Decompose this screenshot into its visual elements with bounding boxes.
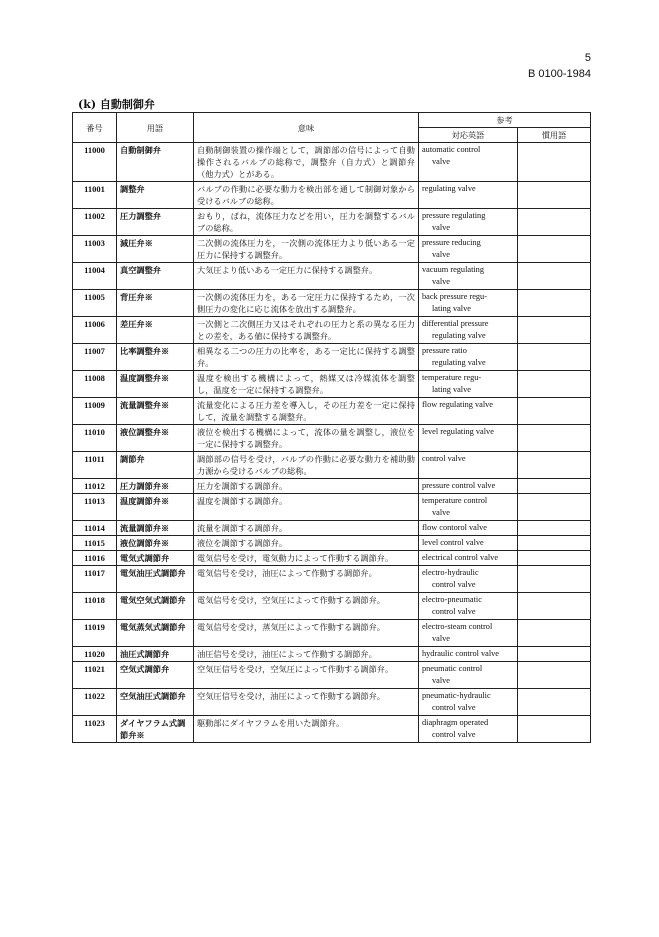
english-line-2: valve xyxy=(432,508,450,517)
term-name: 差圧弁※ xyxy=(117,317,194,344)
term-name: 調整弁 xyxy=(117,182,194,209)
term-meaning: 相異なる二つの圧力の比率を，ある一定比に保持する調整弁。 xyxy=(194,344,419,371)
term-number: 11018 xyxy=(73,593,117,620)
term-english xyxy=(419,143,518,182)
term-common xyxy=(518,551,591,566)
english-line-1: pressure ratio xyxy=(422,346,467,355)
english-line-2: valve xyxy=(432,250,450,259)
term-name: 温度調整弁※ xyxy=(117,371,194,398)
term-number: 11002 xyxy=(73,209,117,236)
term-english xyxy=(419,452,518,479)
term-english xyxy=(419,494,518,521)
term-meaning: 大気圧より低いある一定圧力に保持する調整弁。 xyxy=(194,263,419,290)
term-name: 真空調整弁 xyxy=(117,263,194,290)
term-name: 液位調節弁※ xyxy=(117,536,194,551)
term-name: 電気蒸気式調節弁 xyxy=(117,620,194,647)
term-name: 電気油圧式調節弁 xyxy=(117,566,194,593)
english-line-1: diaphragm operated xyxy=(422,718,489,727)
term-number: 11001 xyxy=(73,182,117,209)
english-line-1: differential pressure xyxy=(422,319,489,328)
term-english xyxy=(419,647,518,662)
table-row xyxy=(73,236,591,263)
english-line-1: temperature control xyxy=(422,496,488,505)
english-line-2: control valve xyxy=(432,607,476,616)
term-name: 液位調整弁※ xyxy=(117,425,194,452)
term-common xyxy=(518,263,591,290)
english-line-2: valve xyxy=(432,676,450,685)
term-english xyxy=(419,398,518,425)
term-number: 11011 xyxy=(73,452,117,479)
term-name: 圧力調節弁※ xyxy=(117,479,194,494)
table-row xyxy=(73,551,591,566)
term-common xyxy=(518,344,591,371)
term-meaning: 電気信号を受け，油圧によって作動する調節弁。 xyxy=(194,566,419,593)
table-row xyxy=(73,263,591,290)
english-line-1: temperature regu- xyxy=(422,373,482,382)
table-row xyxy=(73,662,591,689)
table-row xyxy=(73,398,591,425)
term-common xyxy=(518,290,591,317)
table-row xyxy=(73,689,591,716)
table-body xyxy=(73,143,591,743)
header-common: 慣用語 xyxy=(518,128,591,143)
standard-code: B 0100-1984 xyxy=(528,68,591,80)
term-number: 11012 xyxy=(73,479,117,494)
table-row xyxy=(73,566,591,593)
term-meaning: 温度を検出する機構によって，熱媒又は冷媒流体を調整し，温度を一定に保持する調整弁。 xyxy=(194,371,419,398)
term-meaning: 電気信号を受け，蒸気圧によって作動する調節弁。 xyxy=(194,620,419,647)
term-english xyxy=(419,425,518,452)
term-english xyxy=(419,620,518,647)
english-line-2: regulating valve xyxy=(432,358,486,367)
term-name: 調節弁 xyxy=(117,452,194,479)
table-row xyxy=(73,344,591,371)
english-line-1: electro-hydraulic xyxy=(422,568,479,577)
term-number: 11005 xyxy=(73,290,117,317)
term-common xyxy=(518,494,591,521)
term-meaning: 液位を検出する機構によって，流体の量を調整し，液位を一定に保持する調整弁。 xyxy=(194,425,419,452)
term-english xyxy=(419,551,518,566)
term-name: 圧力調整弁 xyxy=(117,209,194,236)
table-row xyxy=(73,593,591,620)
english-line-1: flow contorol valve xyxy=(422,523,487,532)
english-line-2: valve xyxy=(432,157,450,166)
table-row xyxy=(73,290,591,317)
table-row xyxy=(73,143,591,182)
term-common xyxy=(518,662,591,689)
english-line-1: electro-pneumatic xyxy=(422,595,482,604)
table-row xyxy=(73,536,591,551)
term-number: 11021 xyxy=(73,662,117,689)
english-line-1: electrical control valve xyxy=(422,553,499,562)
header-meaning: 意味 xyxy=(194,113,419,143)
term-number: 11023 xyxy=(73,716,117,743)
english-line-1: automatic control xyxy=(422,145,481,154)
english-line-1: control valve xyxy=(422,454,466,463)
term-english xyxy=(419,479,518,494)
table-row xyxy=(73,716,591,743)
term-number: 11004 xyxy=(73,263,117,290)
english-line-2: control valve xyxy=(432,703,476,712)
table-row xyxy=(73,647,591,662)
term-common xyxy=(518,521,591,536)
term-number: 11006 xyxy=(73,317,117,344)
english-line-2: valve xyxy=(432,277,450,286)
english-line-1: hydraulic control valve xyxy=(422,649,499,658)
table-row xyxy=(73,620,591,647)
english-line-1: pressure regulating xyxy=(422,211,486,220)
english-line-1: vacuum regulating xyxy=(422,265,484,274)
term-name: 比率調整弁※ xyxy=(117,344,194,371)
term-english xyxy=(419,317,518,344)
table-row xyxy=(73,521,591,536)
term-number: 11009 xyxy=(73,398,117,425)
term-english xyxy=(419,536,518,551)
term-number: 11007 xyxy=(73,344,117,371)
term-meaning: 調節部の信号を受け，バルブの作動に必要な動力を補助動力源から受けるバルブの総称。 xyxy=(194,452,419,479)
english-line-1: level control valve xyxy=(422,538,484,547)
term-name: 電気空気式調節弁 xyxy=(117,593,194,620)
english-line-1: pressure reducing xyxy=(422,238,481,247)
term-common xyxy=(518,566,591,593)
term-meaning: 流量変化による圧力差を導入し，その圧力差を一定に保持して，流量を調整する調整弁。 xyxy=(194,398,419,425)
term-english xyxy=(419,593,518,620)
english-line-2: control valve xyxy=(432,580,476,589)
term-english xyxy=(419,371,518,398)
term-common xyxy=(518,317,591,344)
term-number: 11016 xyxy=(73,551,117,566)
header-number: 番号 xyxy=(73,113,117,143)
english-line-2: valve xyxy=(432,634,450,643)
english-line-1: flow regulating valve xyxy=(422,400,493,409)
term-name: 油圧式調節弁 xyxy=(117,647,194,662)
term-english xyxy=(419,209,518,236)
term-number: 11000 xyxy=(73,143,117,182)
table-row xyxy=(73,317,591,344)
term-common xyxy=(518,425,591,452)
term-english xyxy=(419,236,518,263)
term-number: 11010 xyxy=(73,425,117,452)
table-row xyxy=(73,371,591,398)
term-common xyxy=(518,452,591,479)
term-common xyxy=(518,647,591,662)
term-english xyxy=(419,689,518,716)
term-english xyxy=(419,662,518,689)
term-name: 減圧弁※ xyxy=(117,236,194,263)
english-line-2: regulating valve xyxy=(432,331,486,340)
term-english xyxy=(419,716,518,743)
table-row xyxy=(73,425,591,452)
english-line-1: regulating valve xyxy=(422,184,476,193)
header-reference: 参考 xyxy=(419,113,591,128)
term-number: 11019 xyxy=(73,620,117,647)
term-name: 流量調整弁※ xyxy=(117,398,194,425)
english-line-1: pneumatic-hydraulic xyxy=(422,691,491,700)
term-meaning: おもり，ばね，流体圧力などを用い，圧力を調整するバルブの総称。 xyxy=(194,209,419,236)
term-name: 空気式調節弁 xyxy=(117,662,194,689)
term-meaning: 空気圧信号を受け，油圧によって作動する調節弁。 xyxy=(194,689,419,716)
term-common xyxy=(518,716,591,743)
term-meaning: 自動制御装置の操作端として，調節部の信号によって自動操作されるバルブの総称で，調整弁（自力式）と調節弁（他力式）とがある。 xyxy=(194,143,419,182)
term-number: 11003 xyxy=(73,236,117,263)
term-english xyxy=(419,521,518,536)
term-number: 11015 xyxy=(73,536,117,551)
term-meaning: 電気信号を受け，空気圧によって作動する調節弁。 xyxy=(194,593,419,620)
english-line-2: lating valve xyxy=(432,385,471,394)
term-meaning: 電気信号を受け，電気動力によって作動する調節弁。 xyxy=(194,551,419,566)
term-common xyxy=(518,620,591,647)
term-common xyxy=(518,536,591,551)
term-number: 11022 xyxy=(73,689,117,716)
term-meaning: 一次側と二次側圧力又はそれぞれの圧力と系の異なる圧力との差を，ある値に保持する調整弁。 xyxy=(194,317,419,344)
term-meaning: 油圧信号を受け，油圧によって作動する調節弁。 xyxy=(194,647,419,662)
term-meaning: 二次側の流体圧力を，一次側の流体圧力より低いある一定圧力に保持する調整弁。 xyxy=(194,236,419,263)
terms-table xyxy=(72,112,591,743)
term-meaning: 流量を調節する調節弁。 xyxy=(194,521,419,536)
term-english xyxy=(419,566,518,593)
term-common xyxy=(518,371,591,398)
term-name: 温度調節弁※ xyxy=(117,494,194,521)
term-common xyxy=(518,236,591,263)
term-meaning: 圧力を調節する調節弁。 xyxy=(194,479,419,494)
table-row xyxy=(73,479,591,494)
term-meaning: 液位を調節する調節弁。 xyxy=(194,536,419,551)
table-row xyxy=(73,209,591,236)
term-number: 11020 xyxy=(73,647,117,662)
term-number: 11014 xyxy=(73,521,117,536)
header-term: 用語 xyxy=(117,113,194,143)
term-english xyxy=(419,182,518,209)
term-number: 11008 xyxy=(73,371,117,398)
english-line-2: lating valve xyxy=(432,304,471,313)
term-english xyxy=(419,290,518,317)
term-name: ダイヤフラム式調節弁※ xyxy=(117,716,194,743)
header-english: 対応英語 xyxy=(419,128,518,143)
english-line-1: level regulating valve xyxy=(422,427,494,436)
term-common xyxy=(518,689,591,716)
term-name: 自動制御弁 xyxy=(117,143,194,182)
term-name: 流量調節弁※ xyxy=(117,521,194,536)
table-row xyxy=(73,452,591,479)
english-line-1: pressure control valve xyxy=(422,481,496,490)
term-meaning: バルブの作動に必要な動力を検出部を通して制御対象から受けるバルブの総称。 xyxy=(194,182,419,209)
page-number: 5 xyxy=(584,52,591,64)
section-title: (k) 自動制御弁 xyxy=(78,98,155,111)
english-line-2: control valve xyxy=(432,730,476,739)
table-row xyxy=(73,494,591,521)
term-common xyxy=(518,143,591,182)
english-line-1: back pressure regu- xyxy=(422,292,487,301)
term-common xyxy=(518,479,591,494)
term-common xyxy=(518,593,591,620)
term-number: 11017 xyxy=(73,566,117,593)
term-english xyxy=(419,344,518,371)
english-line-2: valve xyxy=(432,223,450,232)
term-name: 背圧弁※ xyxy=(117,290,194,317)
table-row xyxy=(73,182,591,209)
term-meaning: 駆動部にダイヤフラムを用いた調節弁。 xyxy=(194,716,419,743)
term-name: 電気式調節弁 xyxy=(117,551,194,566)
term-english xyxy=(419,263,518,290)
english-line-1: electro-steam control xyxy=(422,622,493,631)
term-common xyxy=(518,398,591,425)
term-number: 11013 xyxy=(73,494,117,521)
term-common xyxy=(518,209,591,236)
term-meaning: 温度を調節する調節弁。 xyxy=(194,494,419,521)
term-meaning: 空気圧信号を受け，空気圧によって作動する調節弁。 xyxy=(194,662,419,689)
term-common xyxy=(518,182,591,209)
term-meaning: 一次側の流体圧力を，ある一定圧力に保持するため，一次側圧力の変化に応じ流体を放出する調整弁。 xyxy=(194,290,419,317)
english-line-1: pneumatic control xyxy=(422,664,483,673)
term-name: 空気油圧式調節弁 xyxy=(117,689,194,716)
